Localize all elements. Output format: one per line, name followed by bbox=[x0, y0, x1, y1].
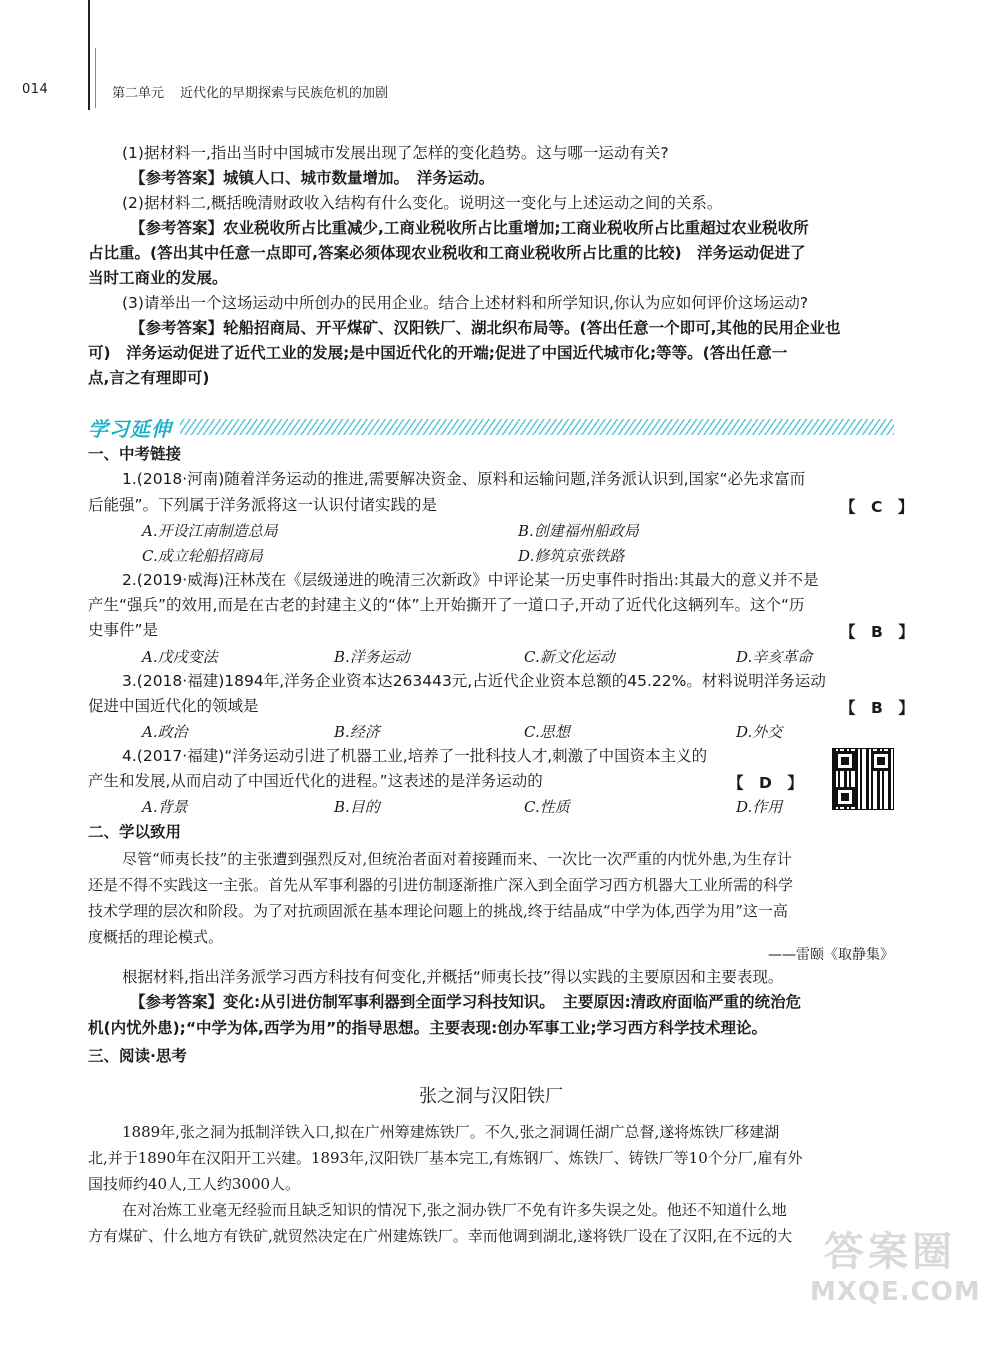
article-p1-line-1: 1889年,张之洞为抵制洋铁入口,拟在广州筹建炼铁厂。不久,张之洞调任湖广总督,遂将炼铁厂移建湖 bbox=[122, 1123, 780, 1141]
material-source: ——雷颐《取静集》 bbox=[768, 947, 894, 963]
item-3-line-2: 促进中国近代化的领域是 bbox=[88, 697, 259, 715]
answer-3-line-3: 点,言之有理即可) bbox=[88, 369, 210, 387]
item-2-option-c: C.新文化运动 bbox=[524, 648, 615, 666]
section-banner bbox=[88, 416, 894, 441]
part-1-heading: 一、中考链接 bbox=[88, 445, 182, 463]
header-rule-thin bbox=[95, 48, 96, 108]
answer-2-line-3: 当时工商业的发展。 bbox=[88, 269, 228, 287]
material-line-4: 度概括的理论模式。 bbox=[88, 928, 224, 946]
item-1-answer: 【 C 】 bbox=[840, 498, 914, 516]
item-2-option-b: B.洋务运动 bbox=[334, 648, 410, 666]
qr-finder bbox=[835, 751, 855, 771]
article-title: 张之洞与汉阳铁厂 bbox=[419, 1086, 563, 1107]
article-p2-line-1: 在对冶炼工业毫无经验而且缺乏知识的情况下,张之洞办铁厂不免有许多失误之处。他还不知道什么地 bbox=[122, 1201, 787, 1219]
part-2-question: 根据材料,指出洋务派学习西方科技有何变化,并概括“师夷长技”得以实践的主要原因和主要表现。 bbox=[122, 968, 784, 986]
page-number: 014 bbox=[22, 82, 49, 97]
item-3-option-d: D.外交 bbox=[736, 723, 783, 741]
section-banner-hatch bbox=[180, 419, 894, 435]
item-3-answer: 【 B 】 bbox=[840, 699, 914, 717]
article-p1-line-3: 国技师约40人,工人约3000人。 bbox=[88, 1175, 301, 1193]
part-3-heading: 三、阅读·思考 bbox=[88, 1047, 187, 1065]
qr-finder bbox=[871, 751, 891, 771]
item-4-option-c: C.性质 bbox=[524, 798, 570, 816]
answer-3: 【参考答案】轮船招商局、开平煤矿、汉阳铁厂、湖北织布局等。(答出任意一个即可,其他的民用企业也 bbox=[130, 319, 841, 337]
item-1-option-d: D.修筑京张铁路 bbox=[518, 547, 625, 565]
item-4-option-a: A.背景 bbox=[142, 798, 188, 816]
item-1-option-a: A.开设江南制造总局 bbox=[142, 522, 278, 540]
unit-label: 第二单元 bbox=[112, 86, 165, 101]
item-4-line-2: 产生和发展,从而启动了中国近代化的进程。”这表述的是洋务运动的 bbox=[88, 772, 543, 790]
part-2-heading: 二、学以致用 bbox=[88, 823, 182, 841]
question-1: (1)据材料一,指出当时中国城市发展出现了怎样的变化趋势。这与哪一运动有关? bbox=[122, 144, 669, 162]
item-3-line-1: 3.(2018·福建)1894年,洋务企业资本达263443元,占近代企业资本总额的45.22%。材料说明洋务运动 bbox=[122, 672, 826, 690]
watermark-line-1: 答案圈 bbox=[824, 1229, 956, 1275]
running-head bbox=[112, 82, 388, 101]
item-1-line-2: 后能强”。下列属于洋务派将这一认识付诸实践的是 bbox=[88, 496, 438, 514]
header-rule bbox=[88, 0, 90, 110]
answer-1: 【参考答案】城镇人口、城市数量增加。 洋务运动。 bbox=[130, 169, 495, 187]
item-2-answer: 【 B 】 bbox=[840, 623, 914, 641]
part-2-answer: 【参考答案】变化:从引进仿制军事利器到全面学习科技知识。 主要原因:清政府面临严重的统治危 bbox=[130, 993, 802, 1011]
item-2-option-d: D.辛亥革命 bbox=[736, 648, 813, 666]
item-1-line-1: 1.(2018·河南)随着洋务运动的推进,需要解决资金、原料和运输问题,洋务派认识到,国家“必先求富而 bbox=[122, 470, 806, 488]
section-title: 学习延伸 bbox=[88, 416, 172, 441]
item-3-option-a: A.政治 bbox=[142, 723, 188, 741]
item-4-option-d: D.作用 bbox=[736, 798, 783, 816]
question-2: (2)据材料二,概括晚清财政收入结构有什么变化。说明这一变化与上述运动之间的关系。 bbox=[122, 194, 723, 212]
watermark-line-2: MXQE.COM bbox=[810, 1277, 981, 1307]
part-2-answer-line-2: 机(内忧外患);“中学为体,西学为用”的指导思想。主要表现:创办军事工业;学习西方科学技术理论。 bbox=[88, 1019, 768, 1037]
watermark-logo bbox=[810, 1227, 981, 1327]
item-4-line-1: 4.(2017·福建)“洋务运动引进了机器工业,培养了一批科技人才,刺激了中国资本主义的 bbox=[122, 747, 708, 765]
qr-code[interactable] bbox=[832, 748, 894, 810]
item-2-option-a: A.戊戌变法 bbox=[142, 648, 218, 666]
material-line-3: 技术学理的层次和阶段。为了对抗顽固派在基本理论问题上的挑战,终于结晶成“中学为体,西学为用”这一高 bbox=[88, 902, 788, 920]
question-3: (3)请举出一个这场运动中所创办的民用企业。结合上述材料和所学知识,你认为应如何评价这场运动? bbox=[122, 294, 809, 312]
item-2-line-3: 史事件”是 bbox=[88, 621, 159, 639]
item-4-option-b: B.目的 bbox=[334, 798, 380, 816]
item-1-option-b: B.创建福州船政局 bbox=[518, 522, 639, 540]
answer-2: 【参考答案】农业税收所占比重减少,工商业税收所占比重增加;工商业税收所占比重超过农业税收所 bbox=[130, 219, 809, 237]
item-2-line-2: 产生“强兵”的效用,而是在古老的封建主义的“体”上开始撕开了一道口子,开动了近代化这辆列车。这个“历 bbox=[88, 596, 805, 614]
answer-3-line-2: 可) 洋务运动促进了近代工业的发展;是中国近代化的开端;促进了中国近代城市化;等等。(答出任意一 bbox=[88, 344, 788, 362]
material-line-1: 尽管“师夷长技”的主张遭到强烈反对,但统治者面对着接踵而来、一次比一次严重的内忧外患,为生存计 bbox=[122, 850, 792, 868]
item-4-answer: 【 D 】 bbox=[728, 774, 803, 792]
article-p1-line-2: 北,并于1890年在汉阳开工兴建。1893年,汉阳铁厂基本完工,有炼钢厂、炼铁厂、铸铁厂等10个分厂,雇有外 bbox=[88, 1149, 803, 1167]
material-line-2: 还是不得不实践这一主张。首先从军事利器的引进仿制逐渐推广深入到全面学习西方机器大工业所需的科学 bbox=[88, 876, 794, 894]
article-p2-line-2: 方有煤矿、什么地方有铁矿,就贸然决定在广州建炼铁厂。幸而他调到湖北,遂将铁厂设在了汉阳,在不远的大 bbox=[88, 1227, 793, 1245]
answer-2-line-2: 占比重。(答出其中任意一点即可,答案必须体现农业税收和工商业税收所占比重的比较) 洋务运动促进了 bbox=[88, 244, 806, 262]
item-3-option-c: C.思想 bbox=[524, 723, 570, 741]
item-1-option-c: C.成立轮船招商局 bbox=[142, 547, 263, 565]
item-3-option-b: B.经济 bbox=[334, 723, 380, 741]
chapter-title: 近代化的早期探索与民族危机的加剧 bbox=[180, 86, 389, 101]
item-2-line-1: 2.(2019·威海)汪林茂在《层级递进的晚清三次新政》中评论某一历史事件时指出:其最大的意义并不是 bbox=[122, 571, 819, 589]
qr-finder bbox=[835, 787, 855, 807]
